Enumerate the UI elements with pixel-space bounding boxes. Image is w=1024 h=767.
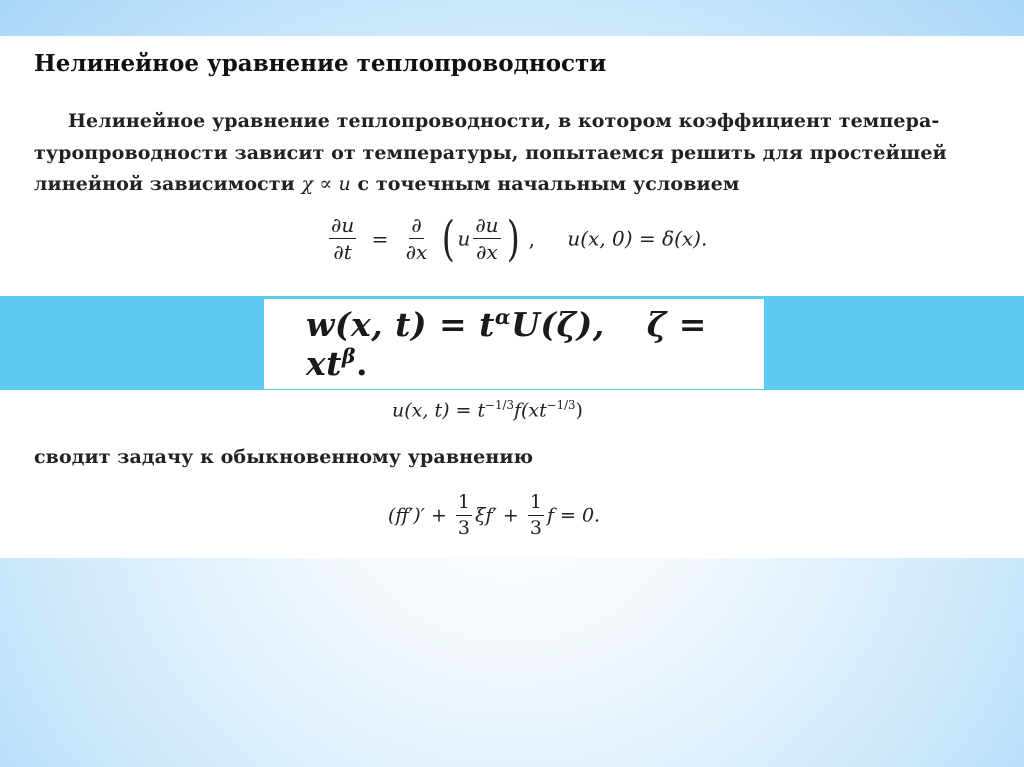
solution-exponent-a: −1/3 <box>485 398 514 412</box>
ode-fraction-1 <box>456 492 472 539</box>
ode-equation <box>388 492 600 539</box>
paragraph-line-3-start: линейной зависимости <box>34 173 295 195</box>
ode-fraction-2-numerator: 1 <box>528 492 544 516</box>
lhs-numerator: ∂u <box>331 213 355 237</box>
ansatz-alpha: α <box>494 305 512 329</box>
equation-separator: , <box>528 226 536 251</box>
operator-denominator: ∂x <box>405 240 428 264</box>
ode-part-a: (ff′)′ + <box>388 504 447 527</box>
ode-part-b: ξf′ + <box>475 504 519 527</box>
lhs-denominator: ∂t <box>333 240 352 264</box>
self-similar-solution <box>392 398 583 421</box>
ode-fraction-2-denominator: 3 <box>529 516 542 539</box>
equals-sign: = <box>371 226 389 251</box>
reduces-text: сводит задачу к обыкновенному уравнению <box>34 446 534 468</box>
ansatz-end: . <box>356 344 368 383</box>
solution-part-b: f(xt <box>513 399 547 422</box>
lhs-fraction <box>329 214 356 263</box>
solution-part-a: u(x, t) = t <box>392 399 486 422</box>
operator-numerator: ∂ <box>411 213 422 237</box>
ansatz-formula <box>306 305 764 383</box>
paragraph-line-3-end: с точечным начальным условием <box>357 173 740 195</box>
initial-condition: u(x, 0) = δ(x). <box>567 226 708 251</box>
proportionality-math: χ ∝ u <box>301 173 351 195</box>
solution-part-c: ) <box>575 399 583 422</box>
left-paren: ( <box>441 210 455 267</box>
ansatz-beta: β <box>341 344 356 368</box>
solution-exponent-b: −1/3 <box>546 398 576 412</box>
ansatz-left: w(x, t) = t <box>306 305 495 344</box>
paragraph-line-3 <box>34 173 740 195</box>
heat-equation <box>326 210 708 267</box>
ode-fraction-1-numerator: 1 <box>456 492 472 516</box>
inner-denominator: ∂x <box>476 240 498 264</box>
paragraph-line-1: Нелинейное уравнение теплопроводности, в котором коэффициент темпера- <box>68 110 940 132</box>
ode-part-c: f = 0. <box>546 504 601 527</box>
page-title: Нелинейное уравнение теплопроводности <box>34 50 607 77</box>
ansatz-mid: U(ζ), <box>511 305 605 344</box>
similarity-ansatz-card <box>264 299 764 389</box>
right-paren: ) <box>506 210 520 267</box>
ansatz-right: ζ = xt <box>306 305 707 383</box>
paragraph-line-2: туропроводности зависит от температуры, попытаемся решить для простейшей <box>34 142 947 164</box>
ode-fraction-1-denominator: 3 <box>457 516 471 539</box>
inner-numerator: ∂u <box>475 213 499 237</box>
ode-fraction-2 <box>528 492 544 539</box>
inner-fraction <box>473 214 500 263</box>
inner-coefficient: u <box>457 226 471 251</box>
operator-fraction <box>404 214 430 263</box>
